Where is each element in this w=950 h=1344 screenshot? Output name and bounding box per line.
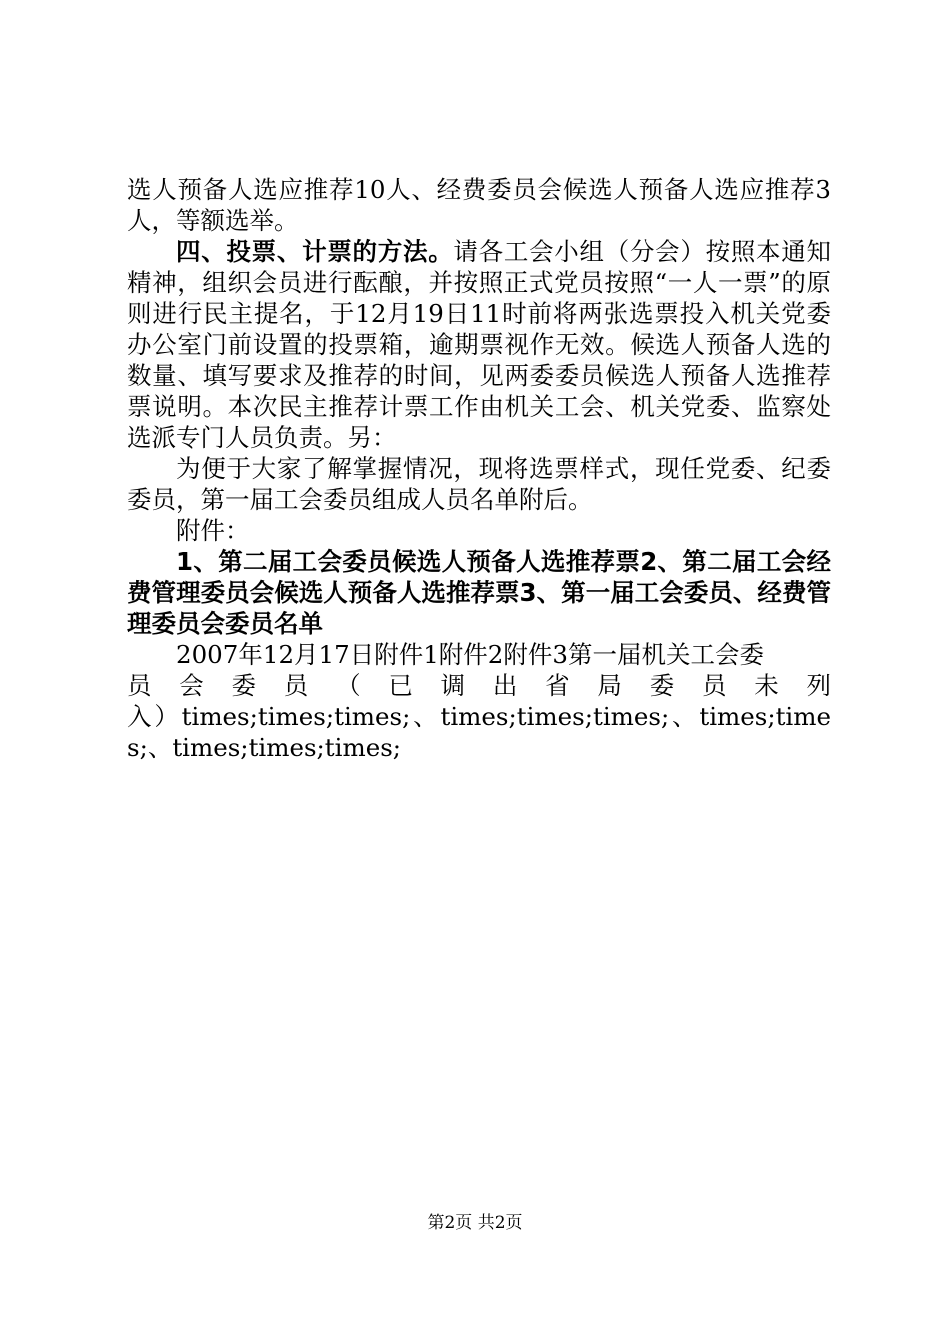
attachments-list-text: 1、第二届工会委员候选人预备人选推荐票2、第二届工会经费管理委员会候选人预备人选推荐票3、第一届工会委员、经费管理委员会委员名单 (127, 547, 831, 638)
paragraph-candidates (127, 174, 831, 236)
page-number-label: 第2页 共2页 (427, 1213, 523, 1233)
committee-line-text: 员会委员（已调出省局委员未列 (127, 671, 831, 700)
paragraph-voting-text: 请各工会小组（分会）按照本通知精神，组织会员进行酝酿，并按照正式党员按照“一人一票”的原则进行民主提名，于12月19日11时前将两张选票投入机关党委办公室门前设置的投票箱，逾期票视作无效。候选人预备人选的数量、填写要求及推荐的时间，见两委委员候选人预备人选推荐票说明。本次民主推荐计票工作由机关工会、机关党委、监察处选派专门人员负责。另： (127, 237, 832, 452)
paragraph-attachments-intro-text: 为便于大家了解掌握情况，现将选票样式，现任党委、纪委委员，第一届工会委员组成人员名单附后。 (127, 454, 831, 514)
paragraph-voting-method (127, 236, 831, 453)
paragraph-committee-line (127, 670, 831, 701)
paragraph-garbled-entities (127, 701, 831, 763)
paragraph-date-line (127, 639, 831, 670)
attachments-label-text: 附件： (176, 516, 250, 545)
date-line-text: 2007年12月17日附件1附件2附件3第一届机关工会委 (176, 640, 764, 669)
paragraph-attachments-intro (127, 453, 831, 515)
document-body (127, 174, 831, 763)
page-footer (0, 1213, 950, 1233)
garbled-entities-text: 入）times;times;times;、times;times;times;、times;times;、times;times;times; (127, 702, 831, 762)
attachments-list (127, 546, 831, 639)
section-heading-voting: 四、投票、计票的方法。 (176, 237, 454, 266)
attachments-label (127, 515, 831, 546)
paragraph-candidates-text: 选人预备人选应推荐10人、经费委员会候选人预备人选应推荐3人，等额选举。 (127, 175, 831, 235)
